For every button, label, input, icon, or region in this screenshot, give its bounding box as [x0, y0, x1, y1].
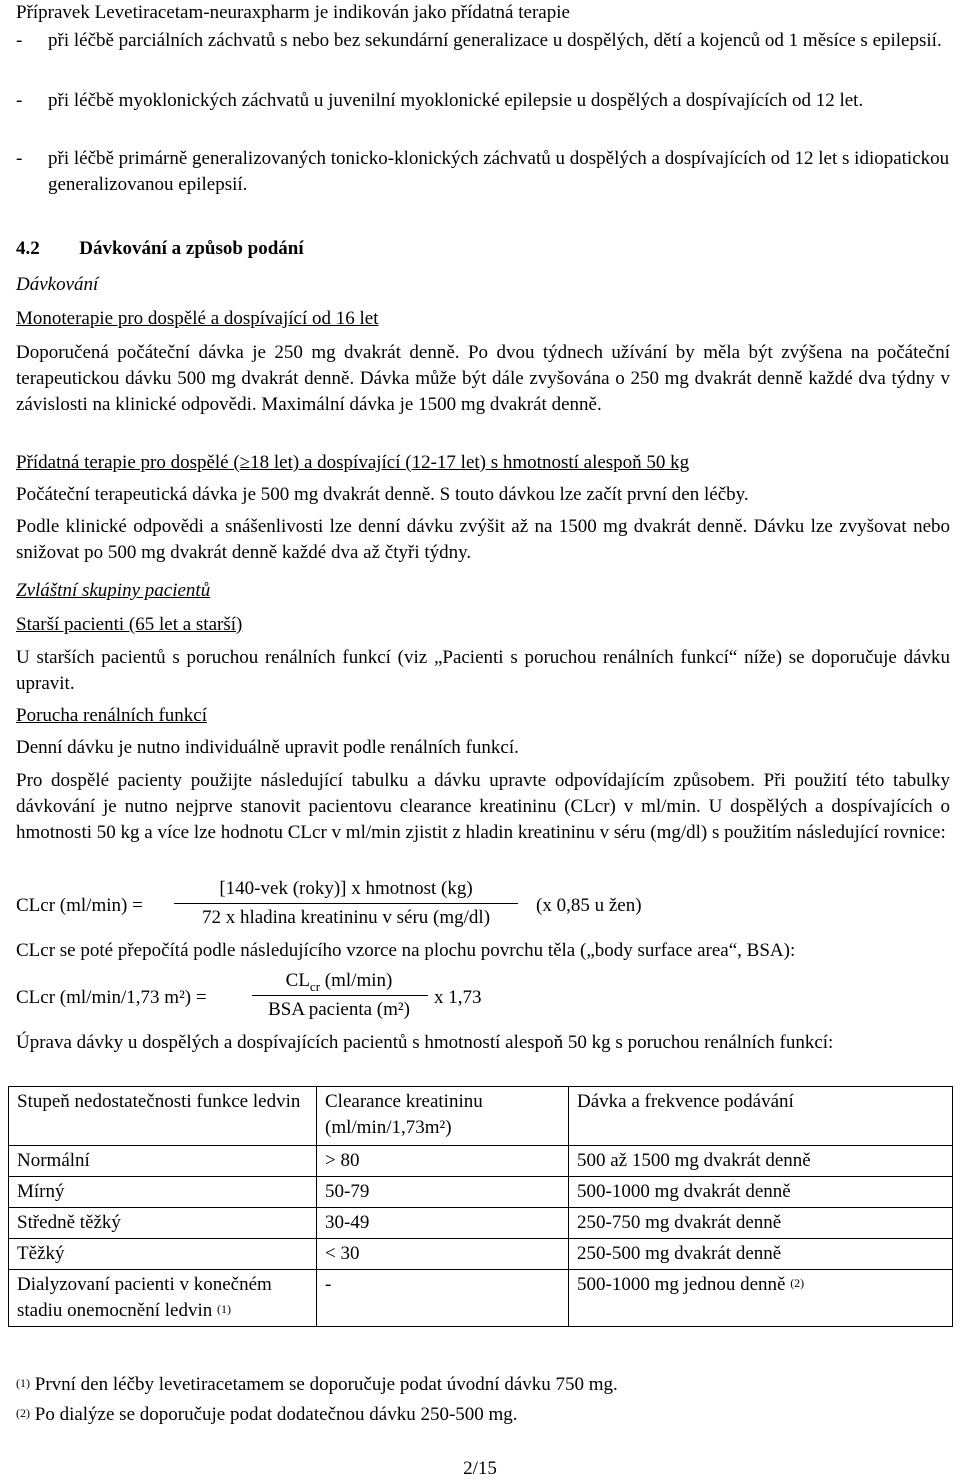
dosing-heading: Dávkování — [16, 274, 99, 295]
special-groups-heading: Zvláštní skupiny pacientů — [16, 580, 211, 601]
formula-lhs: CLcr (ml/min) = — [16, 895, 143, 916]
ge-symbol: ≥ — [239, 452, 251, 473]
table-header-row — [9, 1087, 953, 1146]
fraction-line — [174, 903, 518, 904]
footnote-2: $^{(2)}$ Po dialýze se doporučuje podat dodatečnou dávku 250-500 mg. — [16, 1404, 518, 1425]
section-title: Dávkování a způsob podání — [79, 238, 304, 259]
section-heading — [16, 236, 950, 262]
mono-heading: Monoterapie pro dospělé a dospívající od 16 let — [16, 308, 379, 329]
dose-adjustment-table — [8, 1086, 953, 1327]
adjunct-text-1: Počáteční terapeutická dávka je 500 mg dvakrát denně. S touto dávkou lze začít první den léčby. — [16, 484, 749, 505]
table-cell: 500 až 1500 mg dvakrát denně — [569, 1146, 953, 1177]
table-cell: < 30 — [317, 1239, 569, 1270]
renal-text-2: Pro dospělé pacienty použijte následující tabulku a dávku upravte odpovídajícím způsobem. Při použití této tabulky dávkování je nutno nejprve stanovit pacientovu clearance kreatininu (CLcr) v ml/min. U dospělých a dospívajících o hmotnosti 50 kg a více lze hodnotu CLcr v ml/min zjistit z hladin kreatininu v séru (mg/dl) s použitím následující rovnice: — [16, 770, 950, 843]
formula2-lhs: CLcr (ml/min/1,73 m²) = — [16, 987, 207, 1008]
table-cell: > 80 — [317, 1146, 569, 1177]
page-number: 2/15 — [463, 1458, 497, 1479]
formula-numerator: [140-vek (roky)] x hmotnost (kg) — [219, 878, 473, 899]
table-cell: 500-1000 mg dvakrát denně — [569, 1177, 953, 1208]
mono-text: Doporučená počáteční dávka je 250 mg dvakrát denně. Po dvou týdnech užívání by měla být zvýšena na počáteční terapeutickou dávku 500 mg dvakrát denně. Dávka může být dále zvyšována o 250 mg dvakrát denně každé dva týdny v závislosti na klinické odpovědi. Maximální dávka je 1500 mg dvakrát denně. — [16, 342, 950, 415]
footnote-mark: (2) — [16, 1406, 30, 1420]
list-dash: - — [16, 90, 23, 111]
formula-denominator: 72 x hladina kreatininu v séru (mg/dl) — [201, 907, 491, 928]
adjunct-text-2: Podle klinické odpovědi a snášenlivosti lze denní dávku zvýšit až na 1500 mg dvakrát denně. Dávku lze zvyšovat nebo snižovat po 500 mg dvakrát denně každé dva až čtyři týdny. — [16, 516, 950, 563]
elderly-text: U starších pacientů s poruchou renálních funkcí (viz „Pacienti s poruchou renálních funkcí“ níže) se doporučuje dávku upravit. — [16, 647, 950, 694]
table-header-cell: Stupeň nedostatečnosti funkce ledvin — [9, 1087, 317, 1146]
indication-item-1: při léčbě parciálních záchvatů s nebo bez sekundární generalizace u dospělých, dětí a kojenců od 1 měsíce s epilepsií. — [48, 30, 942, 51]
section-number: 4.2 — [16, 238, 40, 259]
formula2-numerator: $CL_{cr}$ (ml/min) — [285, 970, 393, 994]
table-cell: 250-750 mg dvakrát denně — [569, 1208, 953, 1239]
footnote-1: $^{(1)}$ První den léčby levetiracetamem se doporučuje podat úvodní dávku 750 mg. — [16, 1374, 618, 1395]
table-row — [9, 1239, 953, 1270]
formula2-denominator: BSA pacienta (m²) — [268, 999, 410, 1020]
table-cell: 50-79 — [317, 1177, 569, 1208]
table-row — [9, 1270, 953, 1327]
intro-lead: Přípravek Levetiracetam-neuraxpharm je indikován jako přídatná terapie — [16, 2, 570, 23]
table-cell: 250-500 mg dvakrát denně — [569, 1239, 953, 1270]
table-row — [9, 1177, 953, 1208]
list-dash: - — [16, 148, 23, 169]
table-cell: - — [317, 1270, 569, 1327]
table-cell: Těžký — [9, 1239, 317, 1270]
formula2-rhs: x 1,73 — [434, 987, 482, 1008]
indication-item-3: při léčbě primárně generalizovaných tonicko-klonických záchvatů u dospělých a dospívajících od 12 let s idiopatickou generalizovanou epilepsií. — [48, 148, 950, 195]
table-cell: 30-49 — [317, 1208, 569, 1239]
bsa-text: CLcr se poté přepočítá podle následujícího vzorce na plochu povrchu těla („body surface area“, BSA): — [16, 940, 796, 961]
footnote-mark: (1) — [16, 1376, 30, 1390]
table-row — [9, 1146, 953, 1177]
adjunct-heading: Přídatná terapie pro dospělé (≥18 let) a dospívající (12-17 let) s hmotností alespoň 50 kg — [16, 452, 690, 473]
list-dash: - — [16, 30, 23, 51]
renal-heading: Porucha renálních funkcí — [16, 705, 207, 726]
fraction-line — [252, 995, 428, 996]
table-cell: 500-1000 mg jednou denně $^{(2)}$ — [569, 1270, 953, 1327]
table-cell: Středně těžký — [9, 1208, 317, 1239]
table-cell: Normální — [9, 1146, 317, 1177]
formula-note: (x 0,85 u žen) — [536, 895, 642, 916]
table-cell: Dialyzovaní pacienti v konečném stadiu onemocnění ledvin $^{(1)}$ — [9, 1270, 317, 1327]
elderly-heading: Starší pacienti (65 let a starší) — [16, 614, 243, 635]
table-cell: Mírný — [9, 1177, 317, 1208]
table-header-cell: Dávka a frekvence podávání — [569, 1087, 953, 1146]
table-intro: Úprava dávky u dospělých a dospívajících pacientů s hmotností alespoň 50 kg s poruchou renálních funkcí: — [16, 1032, 834, 1053]
table-row — [9, 1208, 953, 1239]
renal-text-1: Denní dávku je nutno individuálně upravit podle renálních funkcí. — [16, 737, 519, 758]
table-header-cell: Clearance kreatininu (ml/min/1,73m²) — [317, 1087, 569, 1146]
indication-item-2: při léčbě myoklonických záchvatů u juvenilní myoklonické epilepsie u dospělých a dospívajících od 12 let. — [48, 90, 864, 111]
